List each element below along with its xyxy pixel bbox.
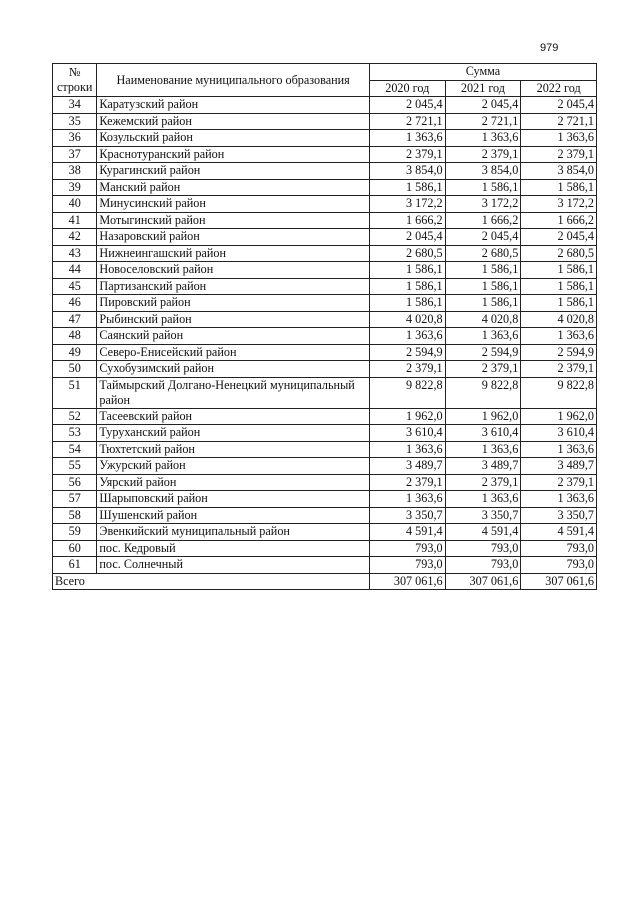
municipality-name: Шушенский район xyxy=(97,507,370,524)
municipality-name: Манский район xyxy=(97,179,370,196)
table-row xyxy=(53,146,597,163)
table-row xyxy=(53,212,597,229)
value-2020: 1 586,1 xyxy=(369,278,445,295)
table-row xyxy=(53,262,597,279)
value-2022: 1 586,1 xyxy=(521,179,597,196)
value-2020: 3 854,0 xyxy=(369,163,445,180)
total-2020: 307 061,6 xyxy=(369,573,445,590)
row-number: 59 xyxy=(53,524,97,541)
header-sum: Сумма xyxy=(369,64,596,81)
municipality-name: Сухобузимский район xyxy=(97,361,370,378)
value-2021: 2 680,5 xyxy=(445,245,521,262)
table-row xyxy=(53,344,597,361)
table-header xyxy=(53,64,597,97)
value-2020: 9 822,8 xyxy=(369,377,445,408)
value-2022: 1 363,6 xyxy=(521,328,597,345)
row-number: 57 xyxy=(53,491,97,508)
value-2021: 1 586,1 xyxy=(445,179,521,196)
value-2022: 2 379,1 xyxy=(521,361,597,378)
municipality-name: Козульский район xyxy=(97,130,370,147)
value-2021: 1 363,6 xyxy=(445,491,521,508)
value-2020: 2 045,4 xyxy=(369,97,445,114)
row-number: 41 xyxy=(53,212,97,229)
total-2021: 307 061,6 xyxy=(445,573,521,590)
table-body xyxy=(53,97,597,574)
value-2022: 1 363,6 xyxy=(521,130,597,147)
value-2020: 4 591,4 xyxy=(369,524,445,541)
value-2020: 1 962,0 xyxy=(369,408,445,425)
value-2020: 793,0 xyxy=(369,540,445,557)
value-2022: 793,0 xyxy=(521,540,597,557)
table-row xyxy=(53,295,597,312)
header-municipality-name: Наименование муниципального образования xyxy=(97,64,370,97)
table-row xyxy=(53,311,597,328)
value-2020: 2 045,4 xyxy=(369,229,445,246)
value-2022: 793,0 xyxy=(521,557,597,574)
value-2021: 1 586,1 xyxy=(445,278,521,295)
table-row xyxy=(53,229,597,246)
value-2021: 793,0 xyxy=(445,557,521,574)
municipality-name: Кежемский район xyxy=(97,113,370,130)
value-2022: 4 591,4 xyxy=(521,524,597,541)
municipality-name: Эвенкийский муниципальный район xyxy=(97,524,370,541)
row-number: 43 xyxy=(53,245,97,262)
value-2021: 4 020,8 xyxy=(445,311,521,328)
header-year-2020: 2020 год xyxy=(369,80,445,97)
municipality-name: Курагинский район xyxy=(97,163,370,180)
municipality-name: Таймырский Долгано-Ненецкий муниципальный район xyxy=(97,377,370,408)
value-2021: 1 666,2 xyxy=(445,212,521,229)
table-row xyxy=(53,245,597,262)
value-2021: 3 610,4 xyxy=(445,425,521,442)
header-row-number xyxy=(53,64,97,97)
budget-table xyxy=(52,63,597,590)
value-2021: 2 379,1 xyxy=(445,474,521,491)
value-2021: 1 363,6 xyxy=(445,328,521,345)
value-2021: 4 591,4 xyxy=(445,524,521,541)
table-row xyxy=(53,540,597,557)
row-number: 42 xyxy=(53,229,97,246)
row-number: 55 xyxy=(53,458,97,475)
value-2020: 3 610,4 xyxy=(369,425,445,442)
value-2021: 2 045,4 xyxy=(445,97,521,114)
municipality-name: Северо-Енисейский район xyxy=(97,344,370,361)
value-2021: 3 489,7 xyxy=(445,458,521,475)
row-number: 61 xyxy=(53,557,97,574)
value-2021: 793,0 xyxy=(445,540,521,557)
table-row xyxy=(53,425,597,442)
table-row xyxy=(53,328,597,345)
table-row xyxy=(53,163,597,180)
value-2020: 1 363,6 xyxy=(369,130,445,147)
row-number: 56 xyxy=(53,474,97,491)
value-2022: 1 962,0 xyxy=(521,408,597,425)
value-2022: 9 822,8 xyxy=(521,377,597,408)
row-number: 53 xyxy=(53,425,97,442)
value-2020: 1 363,6 xyxy=(369,491,445,508)
value-2021: 3 172,2 xyxy=(445,196,521,213)
table-row xyxy=(53,361,597,378)
table-row xyxy=(53,130,597,147)
municipality-name: Саянский район xyxy=(97,328,370,345)
table-row xyxy=(53,458,597,475)
value-2021: 9 822,8 xyxy=(445,377,521,408)
value-2020: 3 489,7 xyxy=(369,458,445,475)
value-2021: 1 363,6 xyxy=(445,441,521,458)
municipality-name: Каратузский район xyxy=(97,97,370,114)
municipality-name: Тасеевский район xyxy=(97,408,370,425)
value-2020: 1 363,6 xyxy=(369,328,445,345)
row-number: 39 xyxy=(53,179,97,196)
table-row xyxy=(53,507,597,524)
row-number: 40 xyxy=(53,196,97,213)
value-2021: 1 586,1 xyxy=(445,295,521,312)
row-number: 38 xyxy=(53,163,97,180)
value-2022: 3 610,4 xyxy=(521,425,597,442)
row-number: 52 xyxy=(53,408,97,425)
value-2021: 2 721,1 xyxy=(445,113,521,130)
value-2020: 1 586,1 xyxy=(369,179,445,196)
municipality-name: Партизанский район xyxy=(97,278,370,295)
value-2020: 2 594,9 xyxy=(369,344,445,361)
total-2022: 307 061,6 xyxy=(521,573,597,590)
row-number: 48 xyxy=(53,328,97,345)
municipality-name: Рыбинский район xyxy=(97,311,370,328)
municipality-name: пос. Кедровый xyxy=(97,540,370,557)
table-row xyxy=(53,441,597,458)
row-number: 60 xyxy=(53,540,97,557)
row-number: 51 xyxy=(53,377,97,408)
value-2020: 3 350,7 xyxy=(369,507,445,524)
value-2022: 1 666,2 xyxy=(521,212,597,229)
table-row xyxy=(53,524,597,541)
value-2022: 2 721,1 xyxy=(521,113,597,130)
value-2022: 2 379,1 xyxy=(521,474,597,491)
value-2022: 3 489,7 xyxy=(521,458,597,475)
table-row xyxy=(53,377,597,408)
table-row xyxy=(53,408,597,425)
municipality-name: Тюхтетский район xyxy=(97,441,370,458)
table-row xyxy=(53,278,597,295)
row-number: 46 xyxy=(53,295,97,312)
table-row xyxy=(53,474,597,491)
value-2022: 1 586,1 xyxy=(521,278,597,295)
value-2022: 3 172,2 xyxy=(521,196,597,213)
value-2021: 2 379,1 xyxy=(445,361,521,378)
row-number: 35 xyxy=(53,113,97,130)
value-2022: 2 379,1 xyxy=(521,146,597,163)
page-number: 979 xyxy=(540,42,559,54)
value-2021: 2 045,4 xyxy=(445,229,521,246)
table-row xyxy=(53,97,597,114)
value-2020: 2 379,1 xyxy=(369,361,445,378)
value-2021: 1 363,6 xyxy=(445,130,521,147)
value-2020: 1 363,6 xyxy=(369,441,445,458)
value-2020: 2 721,1 xyxy=(369,113,445,130)
row-number: 34 xyxy=(53,97,97,114)
municipality-name: Туруханский район xyxy=(97,425,370,442)
table-row xyxy=(53,557,597,574)
municipality-name: пос. Солнечный xyxy=(97,557,370,574)
row-number: 54 xyxy=(53,441,97,458)
value-2020: 793,0 xyxy=(369,557,445,574)
municipality-name: Краснотуранский район xyxy=(97,146,370,163)
value-2021: 1 586,1 xyxy=(445,262,521,279)
header-year-2022: 2022 год xyxy=(521,80,597,97)
value-2020: 3 172,2 xyxy=(369,196,445,213)
value-2022: 1 586,1 xyxy=(521,262,597,279)
value-2022: 1 363,6 xyxy=(521,441,597,458)
value-2022: 2 045,4 xyxy=(521,229,597,246)
value-2020: 1 586,1 xyxy=(369,262,445,279)
value-2020: 2 680,5 xyxy=(369,245,445,262)
table-row xyxy=(53,491,597,508)
municipality-name: Назаровский район xyxy=(97,229,370,246)
value-2022: 1 363,6 xyxy=(521,491,597,508)
row-number: 50 xyxy=(53,361,97,378)
value-2021: 1 962,0 xyxy=(445,408,521,425)
value-2021: 3 854,0 xyxy=(445,163,521,180)
municipality-name: Минусинский район xyxy=(97,196,370,213)
row-number: 37 xyxy=(53,146,97,163)
municipality-name: Уярский район xyxy=(97,474,370,491)
municipality-name: Шарыповский район xyxy=(97,491,370,508)
row-number: 44 xyxy=(53,262,97,279)
value-2022: 4 020,8 xyxy=(521,311,597,328)
value-2022: 1 586,1 xyxy=(521,295,597,312)
total-label: Всего xyxy=(53,573,370,590)
municipality-name: Новоселовский район xyxy=(97,262,370,279)
value-2022: 3 854,0 xyxy=(521,163,597,180)
value-2022: 2 680,5 xyxy=(521,245,597,262)
value-2022: 2 594,9 xyxy=(521,344,597,361)
value-2020: 4 020,8 xyxy=(369,311,445,328)
municipality-name: Мотыгинский район xyxy=(97,212,370,229)
row-number: 36 xyxy=(53,130,97,147)
table-row xyxy=(53,179,597,196)
value-2022: 2 045,4 xyxy=(521,97,597,114)
row-number: 49 xyxy=(53,344,97,361)
table-row xyxy=(53,113,597,130)
header-row-label: строки xyxy=(56,80,93,94)
header-year-2021: 2021 год xyxy=(445,80,521,97)
municipality-name: Пировский район xyxy=(97,295,370,312)
row-number: 47 xyxy=(53,311,97,328)
municipality-name: Нижнеингашский район xyxy=(97,245,370,262)
municipality-name: Ужурский район xyxy=(97,458,370,475)
value-2021: 2 594,9 xyxy=(445,344,521,361)
total-row xyxy=(53,573,597,590)
row-number: 45 xyxy=(53,278,97,295)
value-2021: 2 379,1 xyxy=(445,146,521,163)
row-number: 58 xyxy=(53,507,97,524)
value-2020: 1 586,1 xyxy=(369,295,445,312)
value-2020: 2 379,1 xyxy=(369,146,445,163)
header-number-sign: № xyxy=(68,65,81,79)
table-row xyxy=(53,196,597,213)
value-2022: 3 350,7 xyxy=(521,507,597,524)
value-2020: 1 666,2 xyxy=(369,212,445,229)
value-2020: 2 379,1 xyxy=(369,474,445,491)
value-2021: 3 350,7 xyxy=(445,507,521,524)
